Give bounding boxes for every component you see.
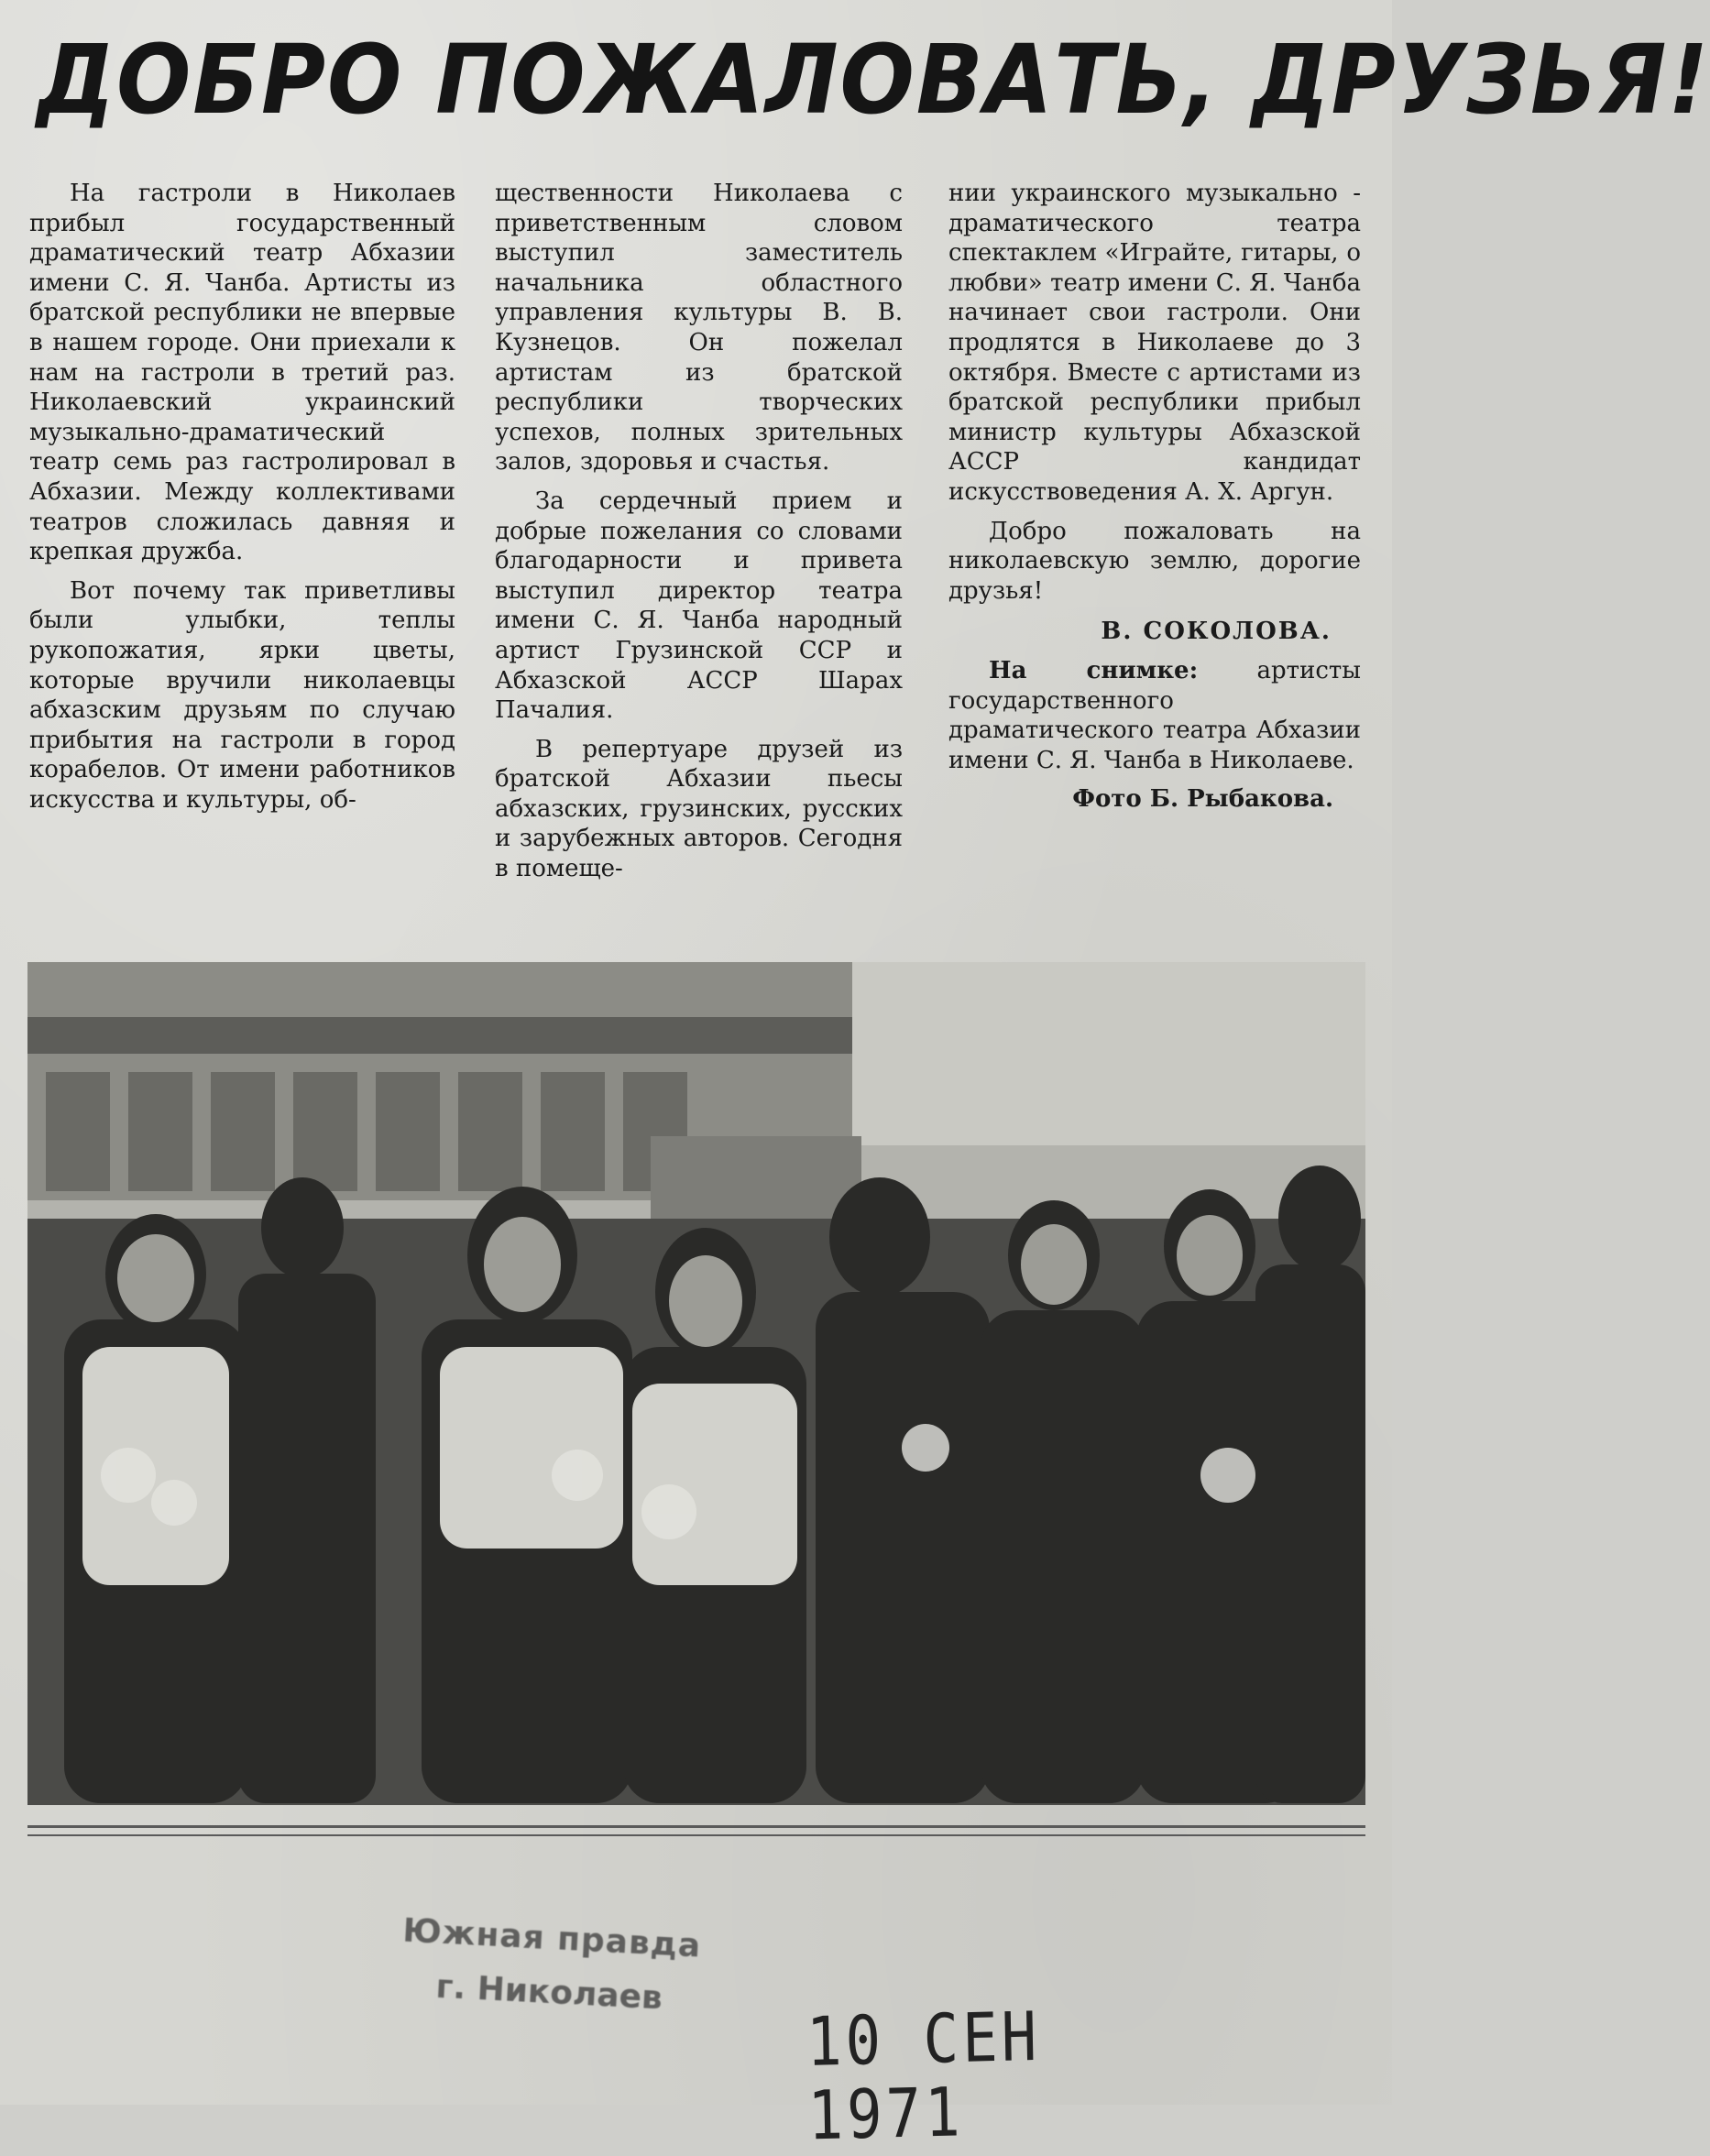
stamp-publication-name: Южная правда	[401, 1911, 703, 1965]
caption-text: артисты государственного драматического театра Абхазии имени С. Я. Чанба в Николаеве.	[948, 656, 1361, 774]
divider-rule	[27, 1834, 1365, 1836]
author-signature: В. СОКОЛОВА.	[1101, 618, 1332, 646]
paragraph: Вот почему так приветливы были улыбки, теплы рукопожатия, ярки цветы, которые вручили николаевцы абхазским друзьям по случаю прибытия на гастроли в город корабелов. От имени работников искусства и культуры, об-	[29, 576, 455, 814]
paragraph: На гастроли в Николаев прибыл государственный драматический театр Абхазии имени С. Я. Чанба. Артисты из братской республики не впервые в нашем городе. Они приехали к нам на гастроли в третий раз. Николаевский украинский музыкально-драматический театр семь раз гастролировал в Абхазии. Между коллективами театров сложилась давняя и крепкая дружба.	[29, 180, 455, 566]
news-photo	[27, 962, 1365, 1803]
photo-illustration	[27, 962, 1365, 1803]
date-stamp: 10 СЕН 1971	[806, 1998, 1041, 2156]
photo-credit: Фото Б. Рыбакова.	[1072, 785, 1333, 814]
paragraph: Добро пожаловать на николаевскую землю, дорогие друзья!	[948, 517, 1361, 605]
stamp-city: г. Николаев	[434, 1967, 663, 2018]
paragraph: За сердечный прием и добрые пожелания со словами благодарности и привета выступил директор театра имени С. Я. Чанба народный артист Грузинской ССР и Абхазской АССР Шарах Пачалия.	[495, 487, 903, 725]
article-column-2	[495, 179, 903, 884]
paragraph: В репертуаре друзей из братской Абхазии пьесы абхазских, грузинских, русских и зарубежных авторов. Сегодня в помеще-	[495, 735, 903, 883]
paragraph: нии украинского музыкально - драматического театра спектаклем «Играйте, гитары, о любви» театр имени С. Я. Чанба начинает свои гастроли. Они продлятся в Николаеве до 3 октября. Вместе с артистами из братской республики прибыл министр культуры Абхазской АССР кандидат искусствоведения А. Х. Аргун.	[948, 180, 1361, 506]
article-column-3	[948, 179, 1361, 815]
paragraph: щественности Николаева с приветственным словом выступил заместитель начальника областного управления культуры В. В. Кузнецов. Он пожелал артистам из братской республики творческих успехов, полных зрительных залов, здоровья и счастья.	[495, 180, 903, 476]
article-column-1	[29, 179, 455, 815]
caption-label: На снимке:	[989, 656, 1199, 684]
publication-stamp	[373, 1910, 727, 2048]
photo-caption	[948, 656, 1361, 775]
headline: ДОБРО ПОЖАЛОВАТЬ, ДРУЗЬЯ!	[37, 24, 1710, 136]
divider-rule	[27, 1825, 1365, 1828]
